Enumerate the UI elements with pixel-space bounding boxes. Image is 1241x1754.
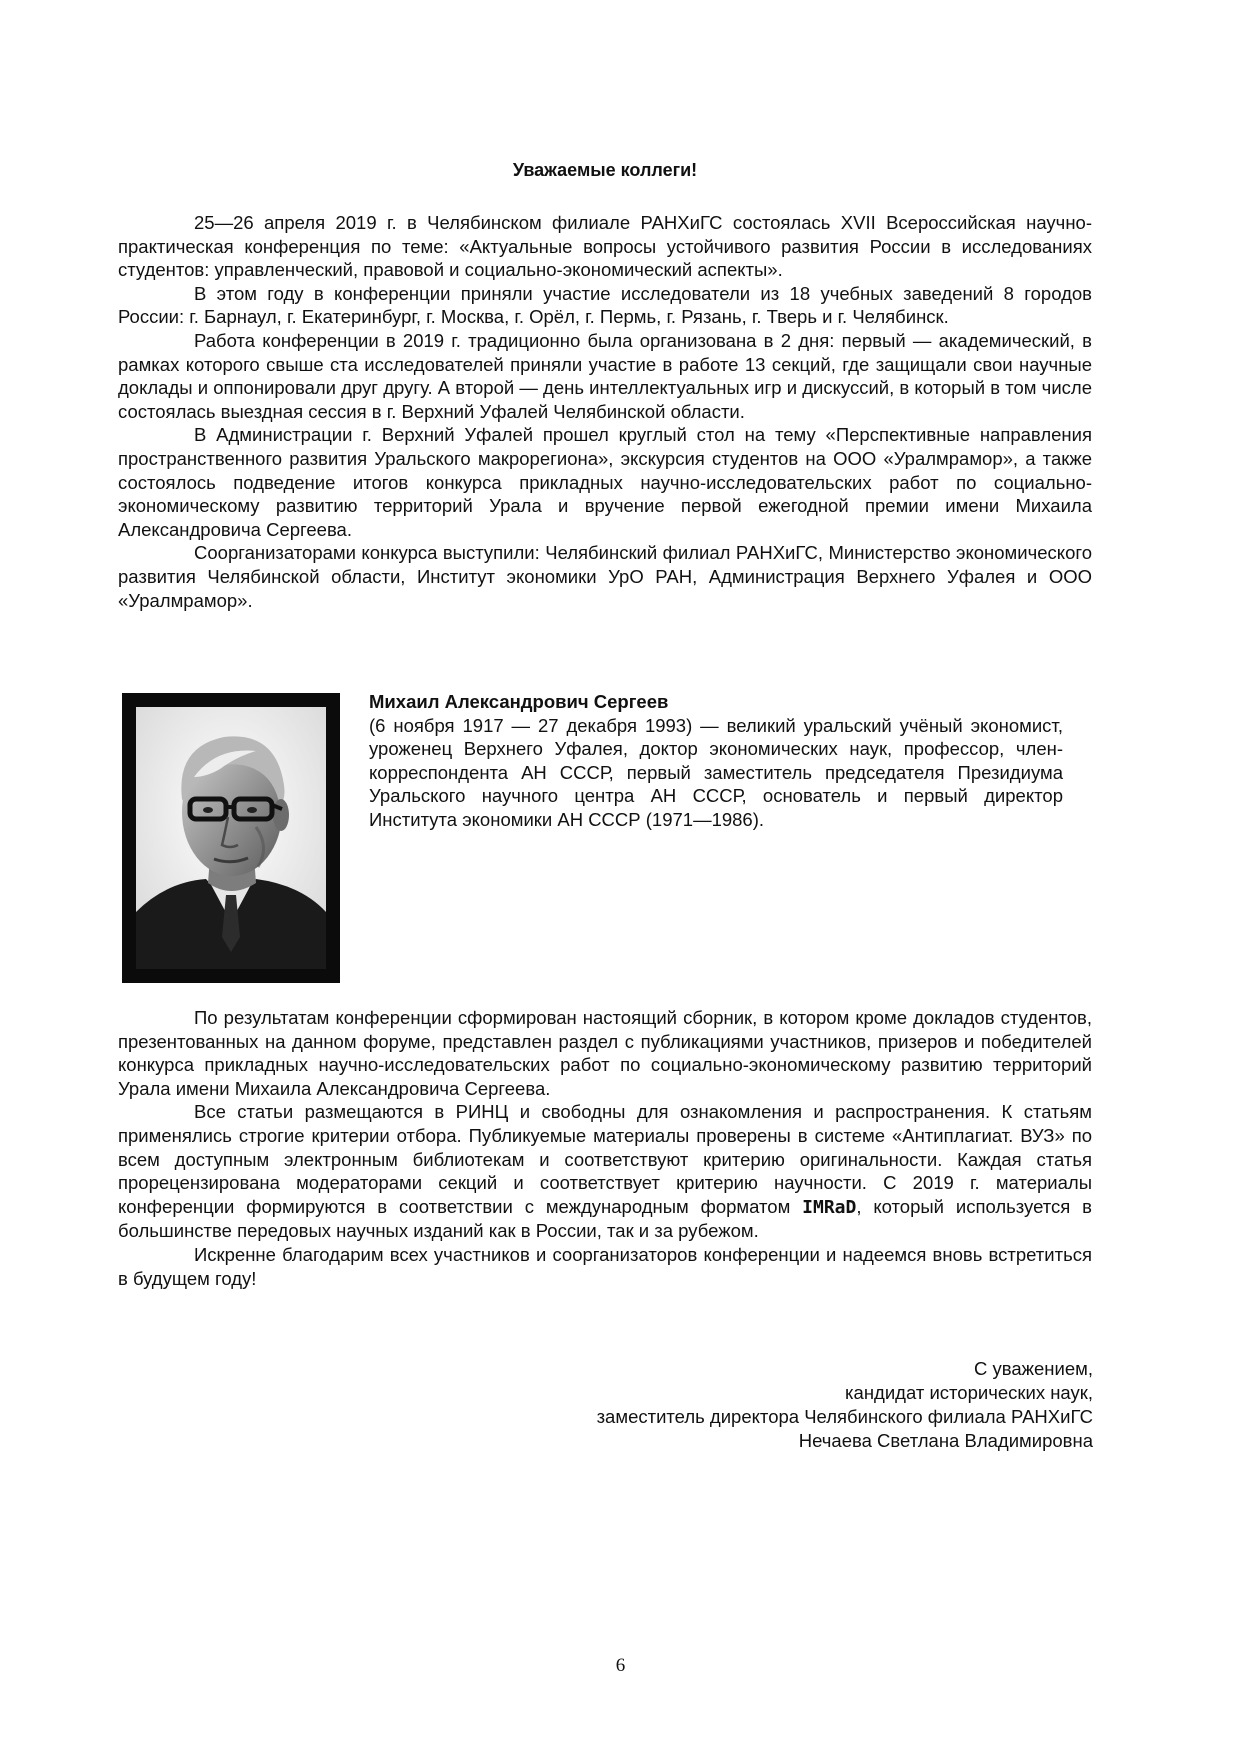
signature-name: Нечаева Светлана Владимировна [798, 1430, 1093, 1451]
paragraph-conference-format: Работа конференции в 2019 г. традиционно была организована в 2 дня: первый — академический, в рамках которого свыше ста исследователей приняли участие в работе 13 секций, где защищали свои научные доклады и оппонировали друг другу. А второй — день интеллектуальных игр и дискуссий, в который в том числе состоялась выездная сессия в г. Верхний Уфалей Челябинской области. [118, 329, 1092, 422]
paragraph-rinc-text: Все статьи размещаются в РИНЦ и свободны для ознакомления и распространения. К статьям применялись строгие критерии отбора. Публикуемые материалы проверены в системе «Антиплагиат. ВУЗ» по всем доступным электронным библиотекам и соответствуют критерию оригинальности. Каждая статья прорецензирована модераторами секций и соответствует критерию научности. С 2019 г. материалы конференции формируются в соответствии с международным форматом [118, 1101, 1092, 1217]
signature-greeting: С уважением, [973, 1358, 1093, 1379]
intro-text-block [118, 211, 1092, 612]
paragraph-co-organizers: Соорганизаторами конкурса выступили: Челябинский филиал РАНХиГС, Министерство экономического развития Челябинской области, Институт экономики УрО РАН, Администрация Верхнего Уфалея и ООО «Уралмрамор». [118, 542, 1092, 611]
bio-name: Михаил Александрович Сергеев [369, 691, 669, 712]
signature-degree: кандидат исторических наук, [845, 1382, 1093, 1403]
page-number: 6 [615, 1655, 626, 1676]
portrait-photo [136, 707, 326, 969]
portrait-frame [122, 693, 340, 983]
signature-block [393, 1357, 1093, 1453]
paragraph-thanks: Искренне благодарим всех участников и соорганизаторов конференции и надеемся вновь встретиться в будущем году! [118, 1243, 1092, 1289]
paragraph-rinc-tail: , который используется в большинстве передовых научных изданий как в России, так и за рубежом. [118, 1195, 1092, 1242]
page-title: Уважаемые коллеги! [512, 160, 698, 180]
paragraph-participants: В этом году в конференции приняли участие исследователи из 18 учебных заведений 8 городов России: г. Барнаул, г. Екатеринбург, г. Москва, г. Орёл, г. Пермь, г. Рязань, г. Тверь и г. Челябинск. [118, 282, 1092, 328]
signature-position: заместитель директора Челябинского филиала РАНХиГС [596, 1406, 1093, 1427]
results-text-block [118, 1006, 1092, 1290]
bio-description: (6 ноября 1917 — 27 декабря 1993) — великий уральский учёный экономист, уроженец Верхнего Уфалея, доктор экономических наук, профессор, член-корреспондента АН СССР, первый заместитель председателя Президиума Уральского научного центра АН СССР, основатель и первый директор Института экономики АН СССР (1971—1986). [369, 714, 1063, 830]
paragraph-rinc [118, 1100, 1092, 1243]
paragraph-collection: По результатам конференции сформирован настоящий сборник, в котором кроме докладов студентов, презентованных на данном форуме, представлен раздел с публикациями участников, призеров и победителей конкурса прикладных научно-исследовательских работ по социально-экономическому развитию территорий Урала имени Михаила Александровича Сергеева. [118, 1007, 1092, 1099]
imrad-term: IMRaD [802, 1196, 857, 1218]
paragraph-conference-date: 25—26 апреля 2019 г. в Челябинском филиале РАНХиГС состоялась XVII Всероссийская научно-практическая конференция по теме: «Актуальные вопросы устойчивого развития России в исследованиях студентов: управленческий, правовой и социально-экономический аспекты». [118, 212, 1092, 281]
paragraph-round-table: В Администрации г. Верхний Уфалей прошел круглый стол на тему «Перспективные направления пространственного развития Уральского макрорегиона», экскурсия студентов на ООО «Уралмрамор», а также состоялось подведение итогов конкурса прикладных научно-исследовательских работ по социально-экономическому развитию территорий Урала и вручение первой ежегодной премии имени Михаила Александровича Сергеева. [118, 424, 1092, 540]
bio-block [369, 690, 1063, 832]
